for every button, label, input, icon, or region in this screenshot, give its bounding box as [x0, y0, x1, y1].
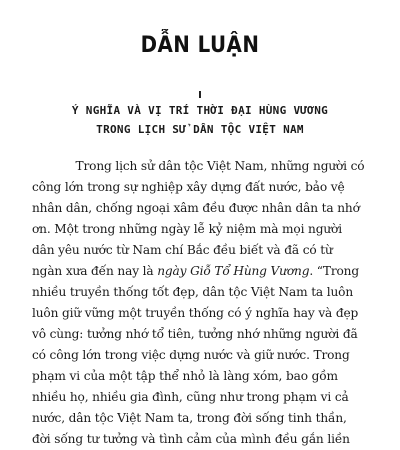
body-line: nhân dân, chống ngoại xâm đều được nhân dân ta nhớ — [32, 201, 360, 215]
body-line: vô cùng: tưởng nhớ tổ tiên, tưởng nhớ những người đã — [32, 327, 358, 341]
italic-phrase: ngày Giỗ Tổ Hùng Vương — [157, 264, 310, 278]
body-line: nhiều họ, nhiều gia đình, cũng như trong phạm vi cả — [32, 390, 349, 404]
body-line: ơn. Một trong những ngày lễ kỷ niệm mà mọi người — [32, 222, 342, 236]
section-title-line-1: Ý NGHĨA VÀ VỊ TRÍ THỜI ĐẠI HÙNG VƯƠNG — [71, 104, 329, 117]
section-number: I — [198, 90, 202, 101]
body-line: dân yêu nước từ Nam chí Bắc đều biết và đã có từ — [32, 243, 333, 257]
section-title-line-2: TRONG LỊCH SỬ DÂN TỘC VIỆT NAM — [96, 123, 304, 136]
body-line-end: . “Trong — [309, 264, 359, 278]
chapter-title: DẪN LUẬN — [140, 33, 260, 58]
body-line: nhiều truyền thống tốt đẹp, dân tộc Việt Nam ta luôn — [32, 285, 354, 299]
body-line: nước, dân tộc Việt Nam ta, trong đời sống tinh thần, — [32, 411, 347, 425]
body-line-with-italic — [32, 261, 398, 282]
body-line: Trong lịch sử dân tộc Việt Nam, những người có — [75, 159, 365, 173]
body-line: có công lớn trong việc dựng nước và giữ nước. Trong — [32, 348, 350, 362]
body-line: luôn giữ vững một truyền thống có ý nghĩa hay và đẹp — [32, 306, 359, 320]
body-line: công lớn trong sự nghiệp xây dựng đất nước, bảo vệ — [32, 180, 345, 194]
body-paragraph — [32, 156, 400, 450]
body-line-start: ngàn xưa đến nay là — [32, 264, 158, 278]
body-line: phạm vi của một tập thể nhỏ là làng xóm, bao gồm — [32, 369, 338, 383]
body-line: đời sống tư tưởng và tình cảm của mình đều gắn liền — [32, 432, 350, 446]
